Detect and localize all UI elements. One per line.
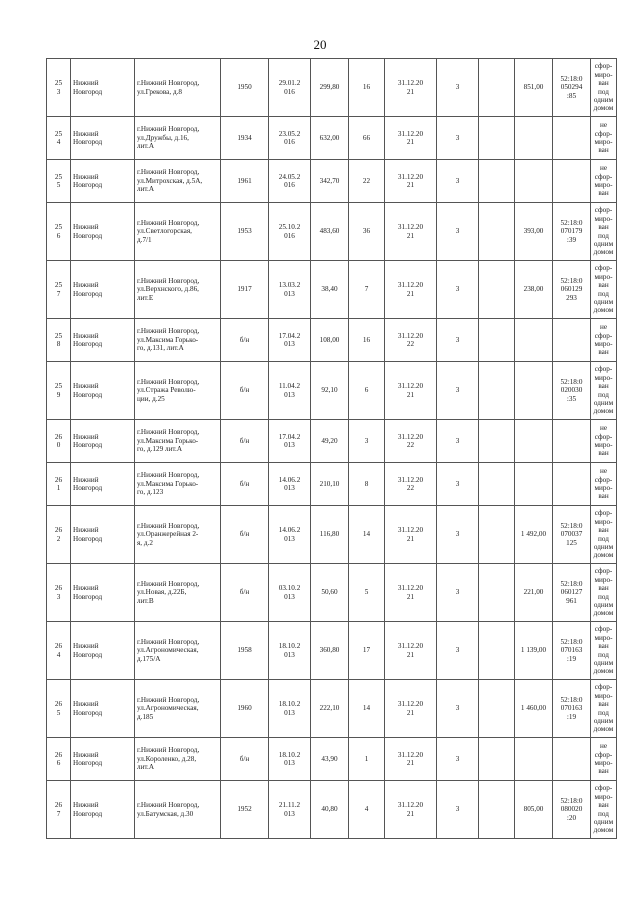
- table-row: [47, 420, 617, 463]
- cadastral-number-cell: 52:18:0 070179 :39: [553, 203, 591, 261]
- build-year-cell: 1917: [221, 261, 269, 319]
- deadline-cell: 31.12.20 22: [385, 463, 437, 506]
- residents-cell: 5: [349, 564, 385, 622]
- class-cell: 3: [437, 781, 479, 839]
- residents-cell: 3: [349, 420, 385, 463]
- row-number-cell: 26 5: [47, 680, 71, 738]
- land-area-cell: [515, 160, 553, 203]
- table-row: [47, 738, 617, 781]
- row-number-cell: 26 6: [47, 738, 71, 781]
- extra-cell: [479, 781, 515, 839]
- area-cell: 108,00: [311, 319, 349, 362]
- class-cell: 3: [437, 203, 479, 261]
- deadline-cell: 31.12.20 21: [385, 117, 437, 160]
- cadastral-number-cell: 52:18:0 070163 :19: [553, 622, 591, 680]
- build-year-cell: б/н: [221, 420, 269, 463]
- row-number-cell: 25 5: [47, 160, 71, 203]
- residents-cell: 22: [349, 160, 385, 203]
- row-number-cell: 25 9: [47, 362, 71, 420]
- cadastral-number-cell: 52:18:0 060129 293: [553, 261, 591, 319]
- extra-cell: [479, 738, 515, 781]
- address-cell: г.Нижний Новгород, ул.Короленко, д.28, лит.А: [135, 738, 221, 781]
- decision-date-cell: 14.06.2 013: [269, 463, 311, 506]
- land-area-cell: 1 492,00: [515, 506, 553, 564]
- extra-cell: [479, 463, 515, 506]
- table-row: [47, 59, 617, 117]
- city-cell: Нижний Новгород: [71, 680, 135, 738]
- residents-cell: 17: [349, 622, 385, 680]
- city-cell: Нижний Новгород: [71, 362, 135, 420]
- area-cell: 210,10: [311, 463, 349, 506]
- build-year-cell: б/н: [221, 564, 269, 622]
- decision-date-cell: 18.10.2 013: [269, 622, 311, 680]
- row-number-cell: 26 2: [47, 506, 71, 564]
- class-cell: 3: [437, 463, 479, 506]
- city-cell: Нижний Новгород: [71, 261, 135, 319]
- build-year-cell: б/н: [221, 738, 269, 781]
- land-area-cell: [515, 420, 553, 463]
- land-area-cell: 1 460,00: [515, 680, 553, 738]
- deadline-cell: 31.12.20 22: [385, 420, 437, 463]
- area-cell: 342,70: [311, 160, 349, 203]
- build-year-cell: б/н: [221, 362, 269, 420]
- address-cell: г.Нижний Новгород, ул.Агрономическая, д.185: [135, 680, 221, 738]
- table-row: [47, 203, 617, 261]
- cadastral-number-cell: 52:18:0 070037 125: [553, 506, 591, 564]
- land-status-cell: сфор- миро- ван под одним домом: [591, 506, 617, 564]
- build-year-cell: 1934: [221, 117, 269, 160]
- land-status-cell: сфор- миро- ван под одним домом: [591, 622, 617, 680]
- table-row: [47, 463, 617, 506]
- deadline-cell: 31.12.20 21: [385, 203, 437, 261]
- area-cell: 38,40: [311, 261, 349, 319]
- class-cell: 3: [437, 59, 479, 117]
- row-number-cell: 26 3: [47, 564, 71, 622]
- row-number-cell: 25 6: [47, 203, 71, 261]
- cadastral-number-cell: 52:18:0 080020 :20: [553, 781, 591, 839]
- row-number-cell: 26 1: [47, 463, 71, 506]
- table-row: [47, 117, 617, 160]
- build-year-cell: 1952: [221, 781, 269, 839]
- land-status-cell: не сфор- миро- ван: [591, 463, 617, 506]
- city-cell: Нижний Новгород: [71, 203, 135, 261]
- decision-date-cell: 23.05.2 016: [269, 117, 311, 160]
- row-number-cell: 26 7: [47, 781, 71, 839]
- decision-date-cell: 18.10.2 013: [269, 680, 311, 738]
- land-status-cell: не сфор- миро- ван: [591, 738, 617, 781]
- land-status-cell: сфор- миро- ван под одним домом: [591, 261, 617, 319]
- decision-date-cell: 17.04.2 013: [269, 319, 311, 362]
- address-cell: г.Нижний Новгород, ул.Стража Револю- ции, д.25: [135, 362, 221, 420]
- residents-cell: 16: [349, 59, 385, 117]
- extra-cell: [479, 506, 515, 564]
- decision-date-cell: 24.05.2 016: [269, 160, 311, 203]
- class-cell: 3: [437, 117, 479, 160]
- table-row: [47, 680, 617, 738]
- cadastral-number-cell: 52:18:0 020030 :35: [553, 362, 591, 420]
- land-area-cell: 238,00: [515, 261, 553, 319]
- address-cell: г.Нижний Новгород, ул.Дружбы, д.16, лит.А: [135, 117, 221, 160]
- land-area-cell: [515, 319, 553, 362]
- decision-date-cell: 03.10.2 013: [269, 564, 311, 622]
- extra-cell: [479, 362, 515, 420]
- area-cell: 360,80: [311, 622, 349, 680]
- area-cell: 299,80: [311, 59, 349, 117]
- address-cell: г.Нижний Новгород, ул.Оранжерейная 2- я, д.2: [135, 506, 221, 564]
- area-cell: 116,80: [311, 506, 349, 564]
- land-status-cell: не сфор- миро- ван: [591, 160, 617, 203]
- area-cell: 50,60: [311, 564, 349, 622]
- deadline-cell: 31.12.20 21: [385, 261, 437, 319]
- class-cell: 3: [437, 362, 479, 420]
- city-cell: Нижний Новгород: [71, 622, 135, 680]
- land-status-cell: не сфор- миро- ван: [591, 420, 617, 463]
- row-number-cell: 25 4: [47, 117, 71, 160]
- address-cell: г.Нижний Новгород, ул.Батумская, д.30: [135, 781, 221, 839]
- land-status-cell: не сфор- миро- ван: [591, 319, 617, 362]
- area-cell: 92,10: [311, 362, 349, 420]
- land-status-cell: сфор- миро- ван под одним домом: [591, 680, 617, 738]
- table-row: [47, 319, 617, 362]
- row-number-cell: 25 3: [47, 59, 71, 117]
- extra-cell: [479, 117, 515, 160]
- extra-cell: [479, 203, 515, 261]
- table-row: [47, 506, 617, 564]
- land-status-cell: не сфор- миро- ван: [591, 117, 617, 160]
- decision-date-cell: 14.06.2 013: [269, 506, 311, 564]
- housing-registry-table: [46, 58, 617, 839]
- city-cell: Нижний Новгород: [71, 117, 135, 160]
- cadastral-number-cell: [553, 463, 591, 506]
- decision-date-cell: 11.04.2 013: [269, 362, 311, 420]
- deadline-cell: 31.12.20 21: [385, 781, 437, 839]
- table-row: [47, 261, 617, 319]
- land-status-cell: сфор- миро- ван под одним домом: [591, 362, 617, 420]
- build-year-cell: б/н: [221, 463, 269, 506]
- class-cell: 3: [437, 738, 479, 781]
- deadline-cell: 31.12.20 21: [385, 160, 437, 203]
- city-cell: Нижний Новгород: [71, 59, 135, 117]
- residents-cell: 36: [349, 203, 385, 261]
- land-status-cell: сфор- миро- ван под одним домом: [591, 59, 617, 117]
- extra-cell: [479, 680, 515, 738]
- page-number: 20: [313, 37, 327, 52]
- city-cell: Нижний Новгород: [71, 319, 135, 362]
- decision-date-cell: 21.11.2 013: [269, 781, 311, 839]
- land-status-cell: сфор- миро- ван под одним домом: [591, 203, 617, 261]
- cadastral-number-cell: [553, 319, 591, 362]
- area-cell: 222,10: [311, 680, 349, 738]
- area-cell: 632,00: [311, 117, 349, 160]
- city-cell: Нижний Новгород: [71, 506, 135, 564]
- area-cell: 483,60: [311, 203, 349, 261]
- address-cell: г.Нижний Новгород, ул.Новая, д.22Б, лит.В: [135, 564, 221, 622]
- area-cell: 49,20: [311, 420, 349, 463]
- land-status-cell: сфор- миро- ван под одним домом: [591, 781, 617, 839]
- residents-cell: 6: [349, 362, 385, 420]
- address-cell: г.Нижний Новгород, ул.Максима Горько- го, д.123: [135, 463, 221, 506]
- residents-cell: 14: [349, 680, 385, 738]
- cadastral-number-cell: [553, 160, 591, 203]
- address-cell: г.Нижний Новгород, ул.Светлогорская, д.7/1: [135, 203, 221, 261]
- build-year-cell: 1961: [221, 160, 269, 203]
- row-number-cell: 25 8: [47, 319, 71, 362]
- land-area-cell: 1 139,00: [515, 622, 553, 680]
- area-cell: 40,80: [311, 781, 349, 839]
- residents-cell: 7: [349, 261, 385, 319]
- address-cell: г.Нижний Новгород, ул.Максима Горько- го, д.131, лит.А: [135, 319, 221, 362]
- residents-cell: 14: [349, 506, 385, 564]
- address-cell: г.Нижний Новгород, ул.Агрономическая, д.175/А: [135, 622, 221, 680]
- row-number-cell: 25 7: [47, 261, 71, 319]
- city-cell: Нижний Новгород: [71, 781, 135, 839]
- extra-cell: [479, 420, 515, 463]
- decision-date-cell: 13.03.2 013: [269, 261, 311, 319]
- deadline-cell: 31.12.20 21: [385, 680, 437, 738]
- extra-cell: [479, 564, 515, 622]
- decision-date-cell: 25.10.2 016: [269, 203, 311, 261]
- decision-date-cell: 29.01.2 016: [269, 59, 311, 117]
- address-cell: г.Нижний Новгород, ул.Грекова, д.8: [135, 59, 221, 117]
- class-cell: 3: [437, 160, 479, 203]
- extra-cell: [479, 160, 515, 203]
- cadastral-number-cell: [553, 420, 591, 463]
- build-year-cell: б/н: [221, 506, 269, 564]
- city-cell: Нижний Новгород: [71, 160, 135, 203]
- build-year-cell: 1950: [221, 59, 269, 117]
- decision-date-cell: 18.10.2 013: [269, 738, 311, 781]
- table-body: [47, 59, 617, 839]
- class-cell: 3: [437, 261, 479, 319]
- address-cell: г.Нижний Новгород, ул.Верхнского, д.86, лит.Е: [135, 261, 221, 319]
- class-cell: 3: [437, 420, 479, 463]
- table-row: [47, 362, 617, 420]
- build-year-cell: б/н: [221, 319, 269, 362]
- land-area-cell: 851,00: [515, 59, 553, 117]
- address-cell: г.Нижний Новгород, ул.Митрохская, д.5А, лит.А: [135, 160, 221, 203]
- deadline-cell: 31.12.20 21: [385, 362, 437, 420]
- row-number-cell: 26 0: [47, 420, 71, 463]
- cadastral-number-cell: 52:18:0 050294 :85: [553, 59, 591, 117]
- cadastral-number-cell: [553, 117, 591, 160]
- table-row: [47, 622, 617, 680]
- city-cell: Нижний Новгород: [71, 738, 135, 781]
- city-cell: Нижний Новгород: [71, 420, 135, 463]
- land-area-cell: [515, 117, 553, 160]
- address-cell: г.Нижний Новгород, ул.Максима Горько- го, д.129 лит.А: [135, 420, 221, 463]
- cadastral-number-cell: [553, 738, 591, 781]
- row-number-cell: 26 4: [47, 622, 71, 680]
- land-status-cell: сфор- миро- ван под одним домом: [591, 564, 617, 622]
- land-area-cell: 221,00: [515, 564, 553, 622]
- residents-cell: 4: [349, 781, 385, 839]
- build-year-cell: 1960: [221, 680, 269, 738]
- land-area-cell: [515, 463, 553, 506]
- table-row: [47, 781, 617, 839]
- class-cell: 3: [437, 680, 479, 738]
- residents-cell: 8: [349, 463, 385, 506]
- extra-cell: [479, 319, 515, 362]
- build-year-cell: 1953: [221, 203, 269, 261]
- class-cell: 3: [437, 319, 479, 362]
- class-cell: 3: [437, 622, 479, 680]
- extra-cell: [479, 59, 515, 117]
- city-cell: Нижний Новгород: [71, 463, 135, 506]
- deadline-cell: 31.12.20 21: [385, 59, 437, 117]
- decision-date-cell: 17.04.2 013: [269, 420, 311, 463]
- cadastral-number-cell: 52:18:0 060127 961: [553, 564, 591, 622]
- build-year-cell: 1958: [221, 622, 269, 680]
- city-cell: Нижний Новгород: [71, 564, 135, 622]
- land-area-cell: 393,00: [515, 203, 553, 261]
- residents-cell: 16: [349, 319, 385, 362]
- area-cell: 43,90: [311, 738, 349, 781]
- land-area-cell: 805,00: [515, 781, 553, 839]
- land-area-cell: [515, 362, 553, 420]
- land-area-cell: [515, 738, 553, 781]
- table-row: [47, 160, 617, 203]
- residents-cell: 1: [349, 738, 385, 781]
- deadline-cell: 31.12.20 21: [385, 564, 437, 622]
- class-cell: 3: [437, 506, 479, 564]
- residents-cell: 66: [349, 117, 385, 160]
- deadline-cell: 31.12.20 21: [385, 506, 437, 564]
- deadline-cell: 31.12.20 21: [385, 622, 437, 680]
- class-cell: 3: [437, 564, 479, 622]
- extra-cell: [479, 622, 515, 680]
- deadline-cell: 31.12.20 21: [385, 738, 437, 781]
- extra-cell: [479, 261, 515, 319]
- cadastral-number-cell: 52:18:0 070163 :19: [553, 680, 591, 738]
- table-row: [47, 564, 617, 622]
- deadline-cell: 31.12.20 22: [385, 319, 437, 362]
